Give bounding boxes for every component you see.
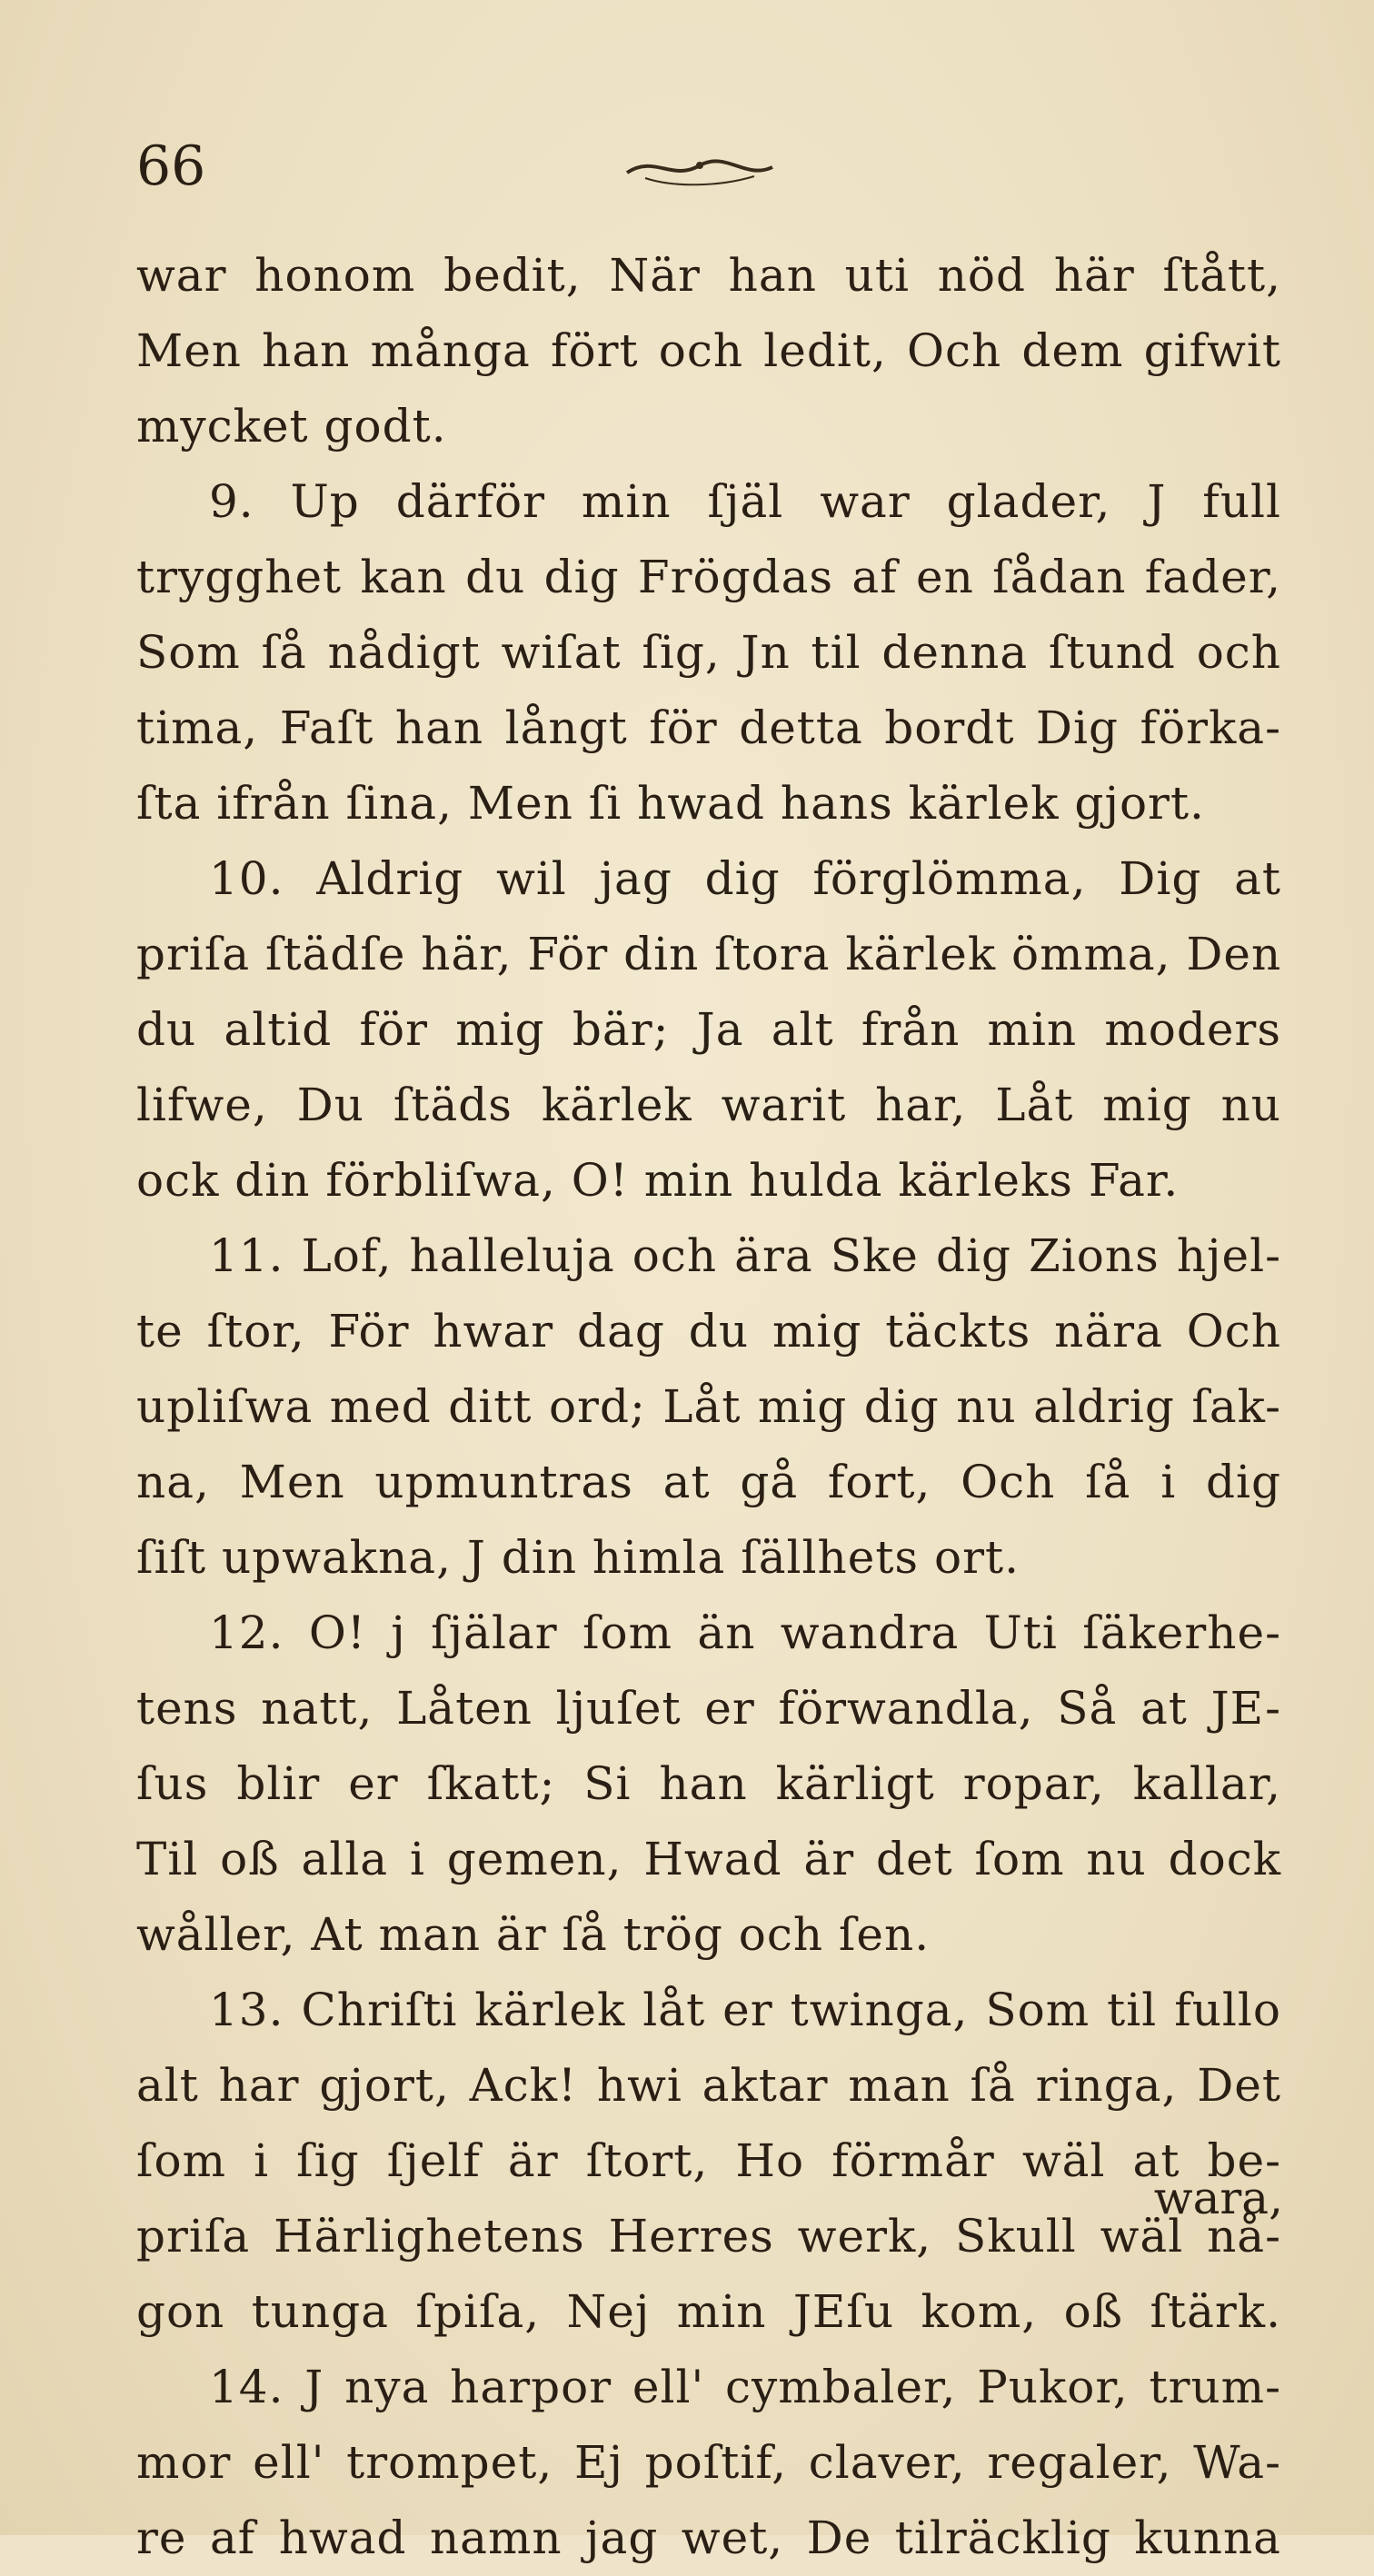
verse-text xyxy=(136,238,1281,2576)
text-line: 12. O! j ſjälar ſom än wandra Uti ſäkerhe- xyxy=(209,1606,1281,1659)
text-line: wåller, At man är ſå trög och ſen. xyxy=(136,1908,931,1961)
text-line: ſiſt upwakna, J din himla ſällhets ort. xyxy=(136,1531,1020,1584)
text-line: Men han många fört och ledit, Och dem gifwit xyxy=(136,324,1281,377)
text-line: war honom bedit, När han uti nöd här ſtått, xyxy=(136,249,1281,302)
text-line: ſta ifrån ſina, Men ſi hwad hans kärlek gjort. xyxy=(136,777,1205,830)
text-line: du altid för mig bär; Ja alt från min moders xyxy=(136,1003,1281,1056)
ornament-icon xyxy=(618,145,782,191)
text-line: alt har gjort, Ack! hwi aktar man ſå ringa, Det xyxy=(136,2059,1281,2112)
catchword: wara, xyxy=(1153,2172,1283,2224)
text-line: priſa Härlighetens Herres werk, Skull wäl nå- xyxy=(136,2210,1281,2263)
text-line: 13. Chriſti kärlek låt er twinga, Som til fullo xyxy=(209,1984,1281,2036)
text-line: Til oß alla i gemen, Hwad är det ſom nu dock xyxy=(136,1833,1281,1885)
text-line: re af hwad namn jag wet, De tilräcklig kunna xyxy=(136,2511,1281,2564)
text-line: mor ell' trompet, Ej poſtif, claver, regaler, Wa- xyxy=(136,2436,1281,2489)
text-line: tima, Faſt han långt för detta bordt Dig förka- xyxy=(136,701,1281,754)
text-line: te ſtor, För hwar dag du mig täckts nära Och xyxy=(136,1305,1281,1358)
text-line: na, Men upmuntras at gå fort, Och ſå i dig xyxy=(136,1456,1281,1508)
text-line: ſus blir er ſkatt; Si han kärligt ropar, kallar, xyxy=(136,1757,1281,1810)
text-line: 10. Aldrig wil jag dig förglömma, Dig at xyxy=(209,852,1281,905)
text-line: ock din förbliſwa, O! min hulda kärleks Far. xyxy=(136,1154,1180,1207)
text-line: Som ſå nådigt wiſat ſig, Jn til denna ſtund och xyxy=(136,626,1281,679)
text-line: 9. Up därför min ſjäl war glader, J full xyxy=(209,475,1281,528)
text-line: gon tunga ſpiſa, Nej min JEſu kom, oß ſtärk. xyxy=(136,2285,1281,2338)
text-line: 14. J nya harpor ell' cymbaler, Pukor, trum- xyxy=(209,2361,1281,2413)
text-line: priſa ſtädſe här, För din ſtora kärlek ömma, Den xyxy=(136,928,1282,980)
text-line: lifwe, Du ſtäds kärlek warit har, Låt mig nu xyxy=(136,1079,1281,1131)
page-number: 66 xyxy=(136,134,206,198)
text-line: trygghet kan du dig Frögdas af en ſådan fader, xyxy=(136,551,1281,603)
text-line: mycket godt. xyxy=(136,400,447,453)
text-line: upliſwa med ditt ord; Låt mig dig nu aldrig ſak- xyxy=(136,1380,1281,1433)
text-line: 11. Lof, halleluja och ära Ske dig Zions hjel- xyxy=(209,1229,1281,1282)
text-line: tens natt, Låten ljuſet er förwandla, Så at JE- xyxy=(136,1682,1281,1735)
text-line: ſom i ſig ſjelf är ſtort, Ho förmår wäl at be- xyxy=(136,2134,1281,2187)
